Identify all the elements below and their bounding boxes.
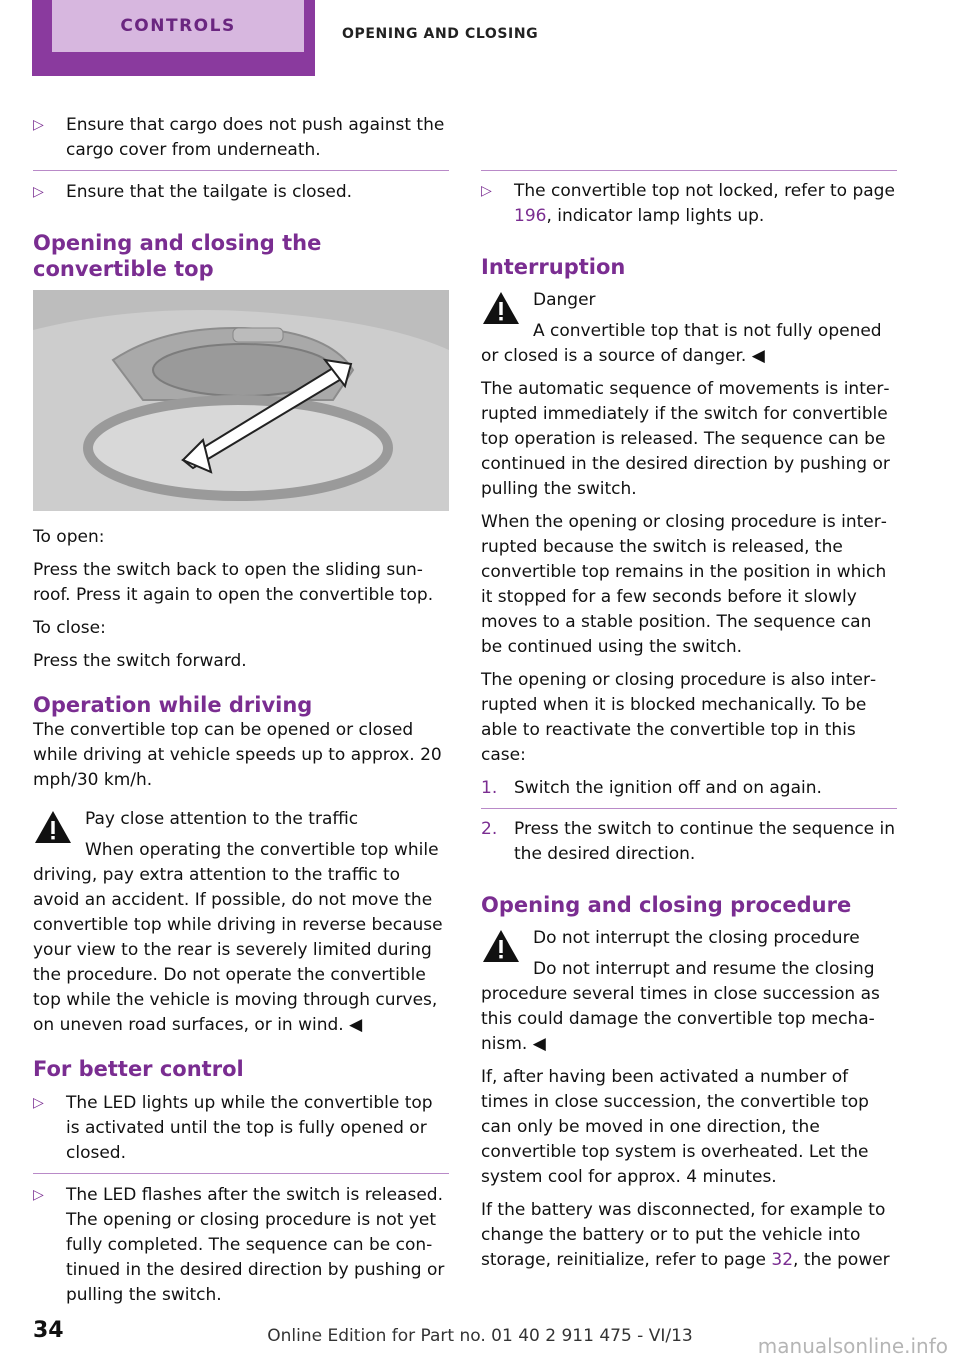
header-tab-label: CONTROLS	[52, 0, 304, 52]
step-text: Switch the ignition off and on again.	[514, 778, 822, 798]
end-mark-icon: ◀	[349, 1015, 363, 1035]
switch-illustration	[33, 290, 449, 511]
warning-title: Danger	[533, 290, 596, 310]
warning-title: Do not interrupt the closing procedure	[533, 928, 860, 948]
warning-traffic	[33, 807, 449, 1038]
triangle-bullet-icon: ▷	[33, 1095, 44, 1111]
warning-procedure	[481, 926, 897, 1057]
step-number: 2.	[481, 819, 498, 839]
warning-triangle-icon	[481, 928, 521, 964]
warning-danger	[481, 288, 897, 369]
list-item	[481, 170, 897, 236]
heading-driving: Operation while driving	[33, 693, 313, 717]
triangle-bullet-icon: ▷	[33, 1187, 44, 1203]
left-column	[33, 112, 449, 1315]
heading-procedure: Opening and closing procedure	[481, 893, 852, 917]
end-mark-icon: ◀	[532, 1034, 546, 1054]
page-link[interactable]: 196	[514, 206, 547, 226]
warning-body-text: Do not interrupt and resume the closing procedure several times in close succession as this could damage the convertible top mechanism.	[481, 959, 880, 1054]
watermark: manualsonline.info	[757, 1334, 948, 1358]
step-number: 1.	[481, 778, 498, 798]
warning-body	[33, 838, 449, 1038]
triangle-bullet-icon: ▷	[33, 184, 44, 200]
continued-bullet-spacer	[481, 112, 897, 170]
warning-triangle-icon	[33, 809, 73, 845]
list-item	[33, 1182, 449, 1315]
page-number: 34	[33, 1318, 64, 1343]
triangle-bullet-icon: ▷	[33, 117, 44, 133]
step-text: Press the switch to continue the sequence in the desired direction.	[514, 819, 896, 864]
paragraph-text-post: , the power	[793, 1250, 890, 1270]
to-open-text: Press the switch back to open the sliding sunroof. Press it again to open the convertible top.	[33, 560, 434, 605]
warning-triangle-icon	[481, 290, 521, 326]
paragraph: If, after having been activated a number of times in close succession, the convertible top can only be moved in one direction, the convertible top system is overheated. Let the system cool for approx. 4 minutes.	[481, 1067, 869, 1187]
warning-title: Pay close attention to the traffic	[85, 809, 359, 829]
paragraph: The automatic sequence of movements is interrupted immediately if the switch for convertible top operation is released. The sequence can be continued in the desired direction by pushing or pulling the switch.	[481, 379, 890, 499]
bullet-text: Ensure that the tailgate is closed.	[66, 182, 353, 202]
list-item	[33, 1090, 449, 1174]
warning-body	[481, 957, 897, 1057]
driving-text: The convertible top can be opened or closed while driving at vehicle speeds up to approx. 20 mph/30 km/h.	[33, 720, 442, 790]
to-close-label: To close:	[33, 618, 106, 638]
end-mark-icon: ◀	[751, 346, 765, 366]
list-item	[33, 112, 449, 171]
warning-body-text: A convertible top that is not fully opened or closed is a source of danger.	[481, 321, 882, 366]
triangle-bullet-icon: ▷	[481, 183, 492, 199]
heading-control: For better control	[33, 1057, 244, 1081]
list-item	[481, 817, 897, 874]
to-open-label: To open:	[33, 527, 105, 547]
header-tab-controls	[32, 0, 315, 76]
edition-footer: Online Edition for Part no. 01 40 2 911 475 - VI/13	[267, 1326, 693, 1346]
heading-open-close: Opening and closing the convertible top	[33, 231, 322, 281]
bullet-text-post: , indicator lamp lights up.	[546, 206, 765, 226]
paragraph: When the opening or closing procedure is interrupted because the switch is released, the convertible top remains in the position in which it stopped for a few seconds before it slowly moves to a stable position. The sequence can be continued using the switch.	[481, 512, 887, 657]
right-column	[481, 112, 897, 1281]
bullet-text: The LED lights up while the convertible top is activated until the top is fully opened or closed.	[66, 1093, 433, 1163]
paragraph	[481, 1198, 897, 1273]
heading-interruption: Interruption	[481, 255, 626, 279]
header-section-label: OPENING AND CLOSING	[342, 26, 539, 42]
warning-body-text: When operating the convertible top while driving, pay extra attention to the traffic to avoid an accident. If possible, do not move the convertible top while driving in reverse because your view to the rear is severely limited during the procedure. Do not operate the convertible top while the vehicle is moving through curves, on uneven road surfaces, or in wind.	[33, 840, 443, 1035]
bullet-text: Ensure that cargo does not push against the cargo cover from underneath.	[66, 115, 445, 160]
bullet-text-pre: The convertible top not locked, refer to page	[514, 181, 895, 201]
paragraph: The opening or closing procedure is also interrupted when it is blocked mechanically. To be able to reactivate the convertible top in this case:	[481, 670, 877, 765]
list-item	[33, 179, 449, 212]
bullet-text: The LED flashes after the switch is released. The opening or closing procedure is not yet fully completed. The sequence can be continued in the desired direction by pushing or pulling the switch.	[66, 1185, 445, 1305]
paragraph-text-pre: If the battery was disconnected, for example to change the battery or to put the vehicle into storage, reinitialize, refer to page	[481, 1200, 886, 1270]
switch-illustration-svg	[33, 290, 449, 511]
to-close-text: Press the switch forward.	[33, 651, 247, 671]
page-link[interactable]: 32	[771, 1250, 794, 1270]
list-item	[481, 776, 897, 809]
warning-body	[481, 319, 897, 369]
